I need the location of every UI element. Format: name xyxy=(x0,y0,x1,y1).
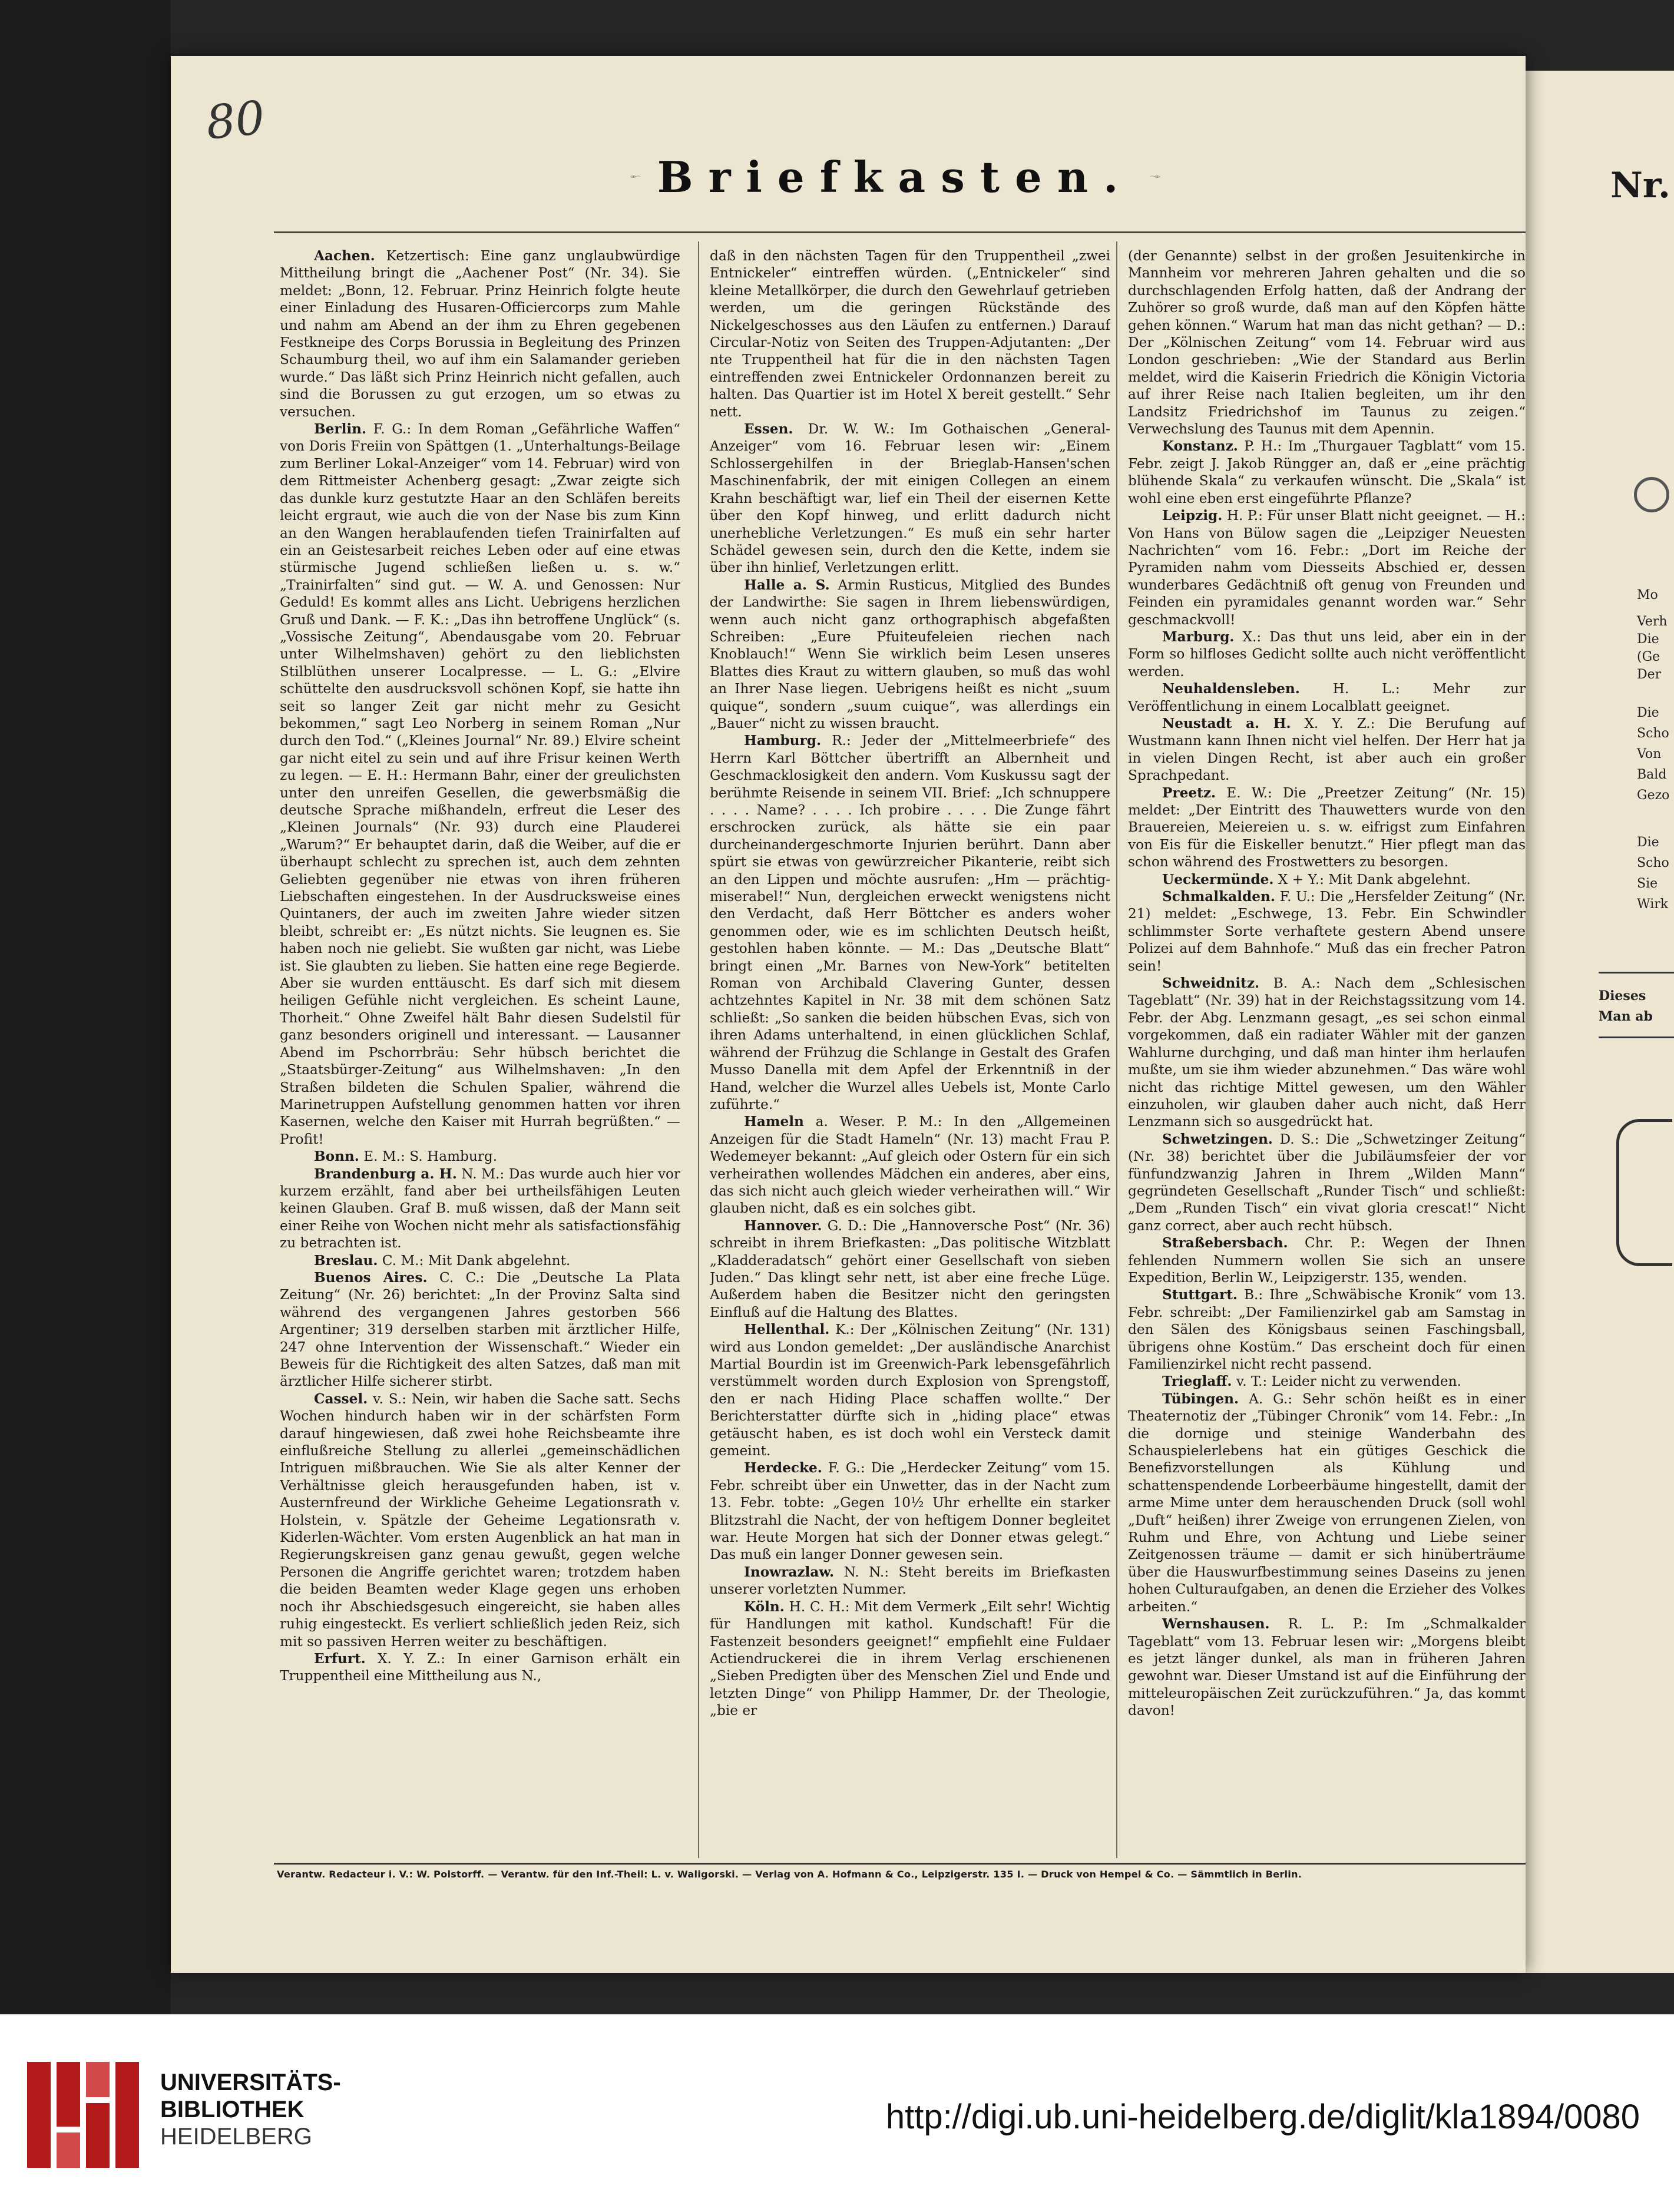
entry-location: Hameln xyxy=(744,1114,804,1130)
library-name xyxy=(160,2069,341,2150)
entry-location: Erfurt. xyxy=(314,1650,366,1667)
imprint-line: Verantw. Redacteur i. V.: W. Polstorff. — Verantw. für den Inf.-Theil: L. v. Waligorski. — Verlag von A. Hofmann & Co., Leipzigerstr. 135 I. — Druck von Hempel & Co. — Sämmtlich in Berlin. xyxy=(277,1869,1302,1880)
letter-entry xyxy=(710,1564,1110,1598)
entry-location: Trieglaff. xyxy=(1162,1373,1232,1390)
library-name-line: BIBLIOTHEK xyxy=(160,2097,305,2122)
column-1 xyxy=(280,247,680,1858)
adjacent-fragment: Von xyxy=(1637,747,1662,761)
entry-text: daß in den nächsten Tagen für den Truppentheil „zwei Entnickeler“ eintreffen würden. („Entnickeler“ sind kleine Metallkörper, die durch den Gewehrlauf getrieben werden, um die geringen Rückstände des Nickelgeschosses aus den Läufen zu entfernen.) Darauf Circular-Notiz von Seiten des Truppen-Adjutanten: „Der nte Truppentheil hat für die in den nächsten Tagen eintreffenden zwei Entnickeler Ordonnanzen bereit zu halten. Das Quartier ist im Hotel X bereit gestellt.“ Sehr nett. xyxy=(710,248,1110,420)
adjacent-fragment: Die xyxy=(1637,835,1659,850)
entry-text: v. T.: Leider nicht zu verwenden. xyxy=(1232,1373,1461,1390)
adjacent-fragment: Scho xyxy=(1637,856,1669,870)
letter-entry xyxy=(1128,1615,1526,1719)
letter-entry xyxy=(1128,715,1526,784)
letter-entry xyxy=(280,1252,680,1269)
library-name-line: UNIVERSITÄTS- xyxy=(160,2069,341,2095)
adjacent-fragment: Bald xyxy=(1637,767,1667,782)
entry-text: H. C. H.: Mit dem Vermerk „Eilt sehr! Wichtig für Handlungen mit kathol. Kundschaft! Für die Fastenzeit besonders geeignet!“ empfiehlt eine Fuldaer Actiendruckerei die in ihrem Verlag erschienenen „Sieben Predigten über des Menschen Ziel und Ende und letzten Dinge“ von Philipp Hammer, Dr. der Theologie, „bie er xyxy=(710,1598,1110,1719)
entry-location: Breslau. xyxy=(314,1252,378,1269)
column-3 xyxy=(1128,247,1526,1858)
logo-bar xyxy=(27,2062,51,2168)
page-number: 80 xyxy=(203,91,267,150)
entry-text: a. Weser. P. M.: In den „Allgemeinen Anzeigen für die Stadt Hameln“ (Nr. 13) macht Frau P. Wedemeyer bekannt: „Auf gleich oder Ostern für ein sich verheirathen wollendes Mädchen ein anderes, aber eins, das sich nicht auch gleich wieder verheirathen will.“ Wir glauben nicht, daß es ein solches gibt. xyxy=(710,1114,1110,1217)
letter-entry xyxy=(1128,784,1526,871)
entry-location: Schweidnitz. xyxy=(1162,975,1260,992)
entry-text: E. W.: Die „Preetzer Zeitung“ (Nr. 15) meldet: „Der Eintritt des Thauwetters wurde von den Brauereien, Meiereien u. s. w. eifrigst zum Einfahren von Eis für die Eiskeller benutzt.“ Hier pflegt man das schon während des Frostwetters zu besorgen. xyxy=(1128,784,1526,870)
letter-entry xyxy=(280,1269,680,1390)
letter-entry xyxy=(1128,1286,1526,1373)
letter-entry xyxy=(1128,1131,1526,1234)
entry-text: D. S.: Die „Schwetzinger Zeitung“ (Nr. 38) berichtet über die Jubiläumsfeier der vor fünfundzwanzig Jahren in Ihrem „Wilden Mann“ gegründeten Gesellschaft „Runder Tisch“ und schließt: „Dem „Runden Tisch“ ein vivat gloria crescat!“ Nicht ganz correct, aber auch recht hübsch. xyxy=(1128,1131,1526,1234)
letter-entry xyxy=(1128,247,1526,438)
letter-entry xyxy=(1128,871,1526,888)
entry-location: Halle a. S. xyxy=(744,577,830,593)
letter-entry xyxy=(710,247,1110,420)
entry-location: Berlin. xyxy=(314,421,367,438)
letter-entry xyxy=(280,1390,680,1650)
adjacent-fragment: Mo xyxy=(1637,588,1658,602)
letter-entry xyxy=(280,247,680,420)
entry-text: R.: Jeder der „Mittelmeerbriefe“ des Herrn Karl Böttcher übertrifft an Albernheit und Geschmacklosigkeit den andern. Vom Kuskussu sagt der berühmte Reisende in seinem VII. Brief: „Ich schnuppere . . . . Name? . . . . Ich probire . . . . Die Zunge fährt erschrocken zurück, als hätte sie ein paar durcheinandergeschmorte Injurien berührt. Dann aber spürt sie etwas von gewürzreicher Pikanterie, reibt sich an den Lippen und möchte ausrufen: „Hm — prächtig-miserabel!“ Nun, dergleichen erweckt wenigstens nicht den Verdacht, daß Herr Böttcher es anders woher genommen oder, wie es im schlichten Deutsch heißt, gestohlen haben könnte. — M.: Das „Deutsche Blatt“ bringt einen „Mr. Barnes von New-York“ betitelten Roman von Archibald Clavering Gunter, dessen achtzehntes Kapitel in Nr. 38 mit dem schönen Satz schließt: „So sanken die beiden hübschen Evas, sich von ihren Adams unterhaltend, in einen glücklichen Schlaf, während der Frühzug die Schlange in Gestalt des Grafen Musso Danella mit dem Apfel der Erkenntniß in der Hand, welcher die Wurzel alles Uebels ist, Monte Carlo zuführte.“ xyxy=(710,733,1110,1112)
entry-location: Essen. xyxy=(744,421,793,438)
header-rule xyxy=(274,231,1526,233)
letter-entry xyxy=(1128,1390,1526,1615)
adjacent-page-header: Nr. xyxy=(1610,165,1670,206)
letter-entry xyxy=(710,1217,1110,1321)
permalink-url[interactable]: http://digi.ub.uni-heidelberg.de/diglit/kla1894/0080 xyxy=(885,2098,1640,2136)
entry-text: F. G.: In dem Roman „Gefährliche Waffen“ von Doris Freiin von Spättgen (1. „Unterhaltungs-Beilage zum Berliner Lokal-Anzeiger“ vom 14. Februar) wird von dem Rittmeister Achenberg gesagt: „Zwar zeigte sich das dunkle kurz gestutzte Haar an den Schläfen bereits leicht ergraut, wie auch die von der Nase bis zum Kinn an den Wangen herablaufenden tiefen Trainirfalten auf ein an Geistesarbeit reiches Leben oder auf eine etwas stürmische Jugend schließen ließen u. s. w.“ „Trainirfalten“ sind gut. — W. A. und Genossen: Nur Geduld! Es kommt alles ans Licht. Uebrigens herzlichen Gruß und Dank. — F. K.: „Das ihn betroffene Unglück“ (s. „Vossische Zeitung“, Abendausgabe vom 20. Februar unter Wilhelmshaven) gehört zu den lieblichsten Stilblüthen unserer Localpresse. — L. G.: „Elvire schüttelte den ausdrucksvoll schönen Kopf, sie hatte ihn seit so langer Zeit gar nicht mehr zu Gesicht bekommen,“ sagt Leo Norberg in seinem Roman „Nur durch den Tod.“ („Kleines Journal“ Nr. 89.) Elvire scheint gar nicht eitel zu sein und auf ihre Frisur keinen Werth zu legen. — E. H.: Hermann Bahr, einer der greulichsten unter den unreifen Gesellen, die gewerbsmäßig die deutsche Sprache mißhandeln, erfreut die Leser des „Kleinen Journals“ (Nr. 93) durch eine Plauderei „Warum?“ Er behauptet darin, daß die Weiber, auf die er überhaupt schlecht zu sprechen ist, auch dem zehnten Geliebten gegenüber nie etwas von ihren früheren Liebschaften eingestehen. In der Ausdrucksweise eines Quintaners, der auch im zweiten Jahre wieder sitzen bleibt, schreibt er: „Es nützt nichts. Sie leugnen es. Sie haben noch nie geliebt. Sie wußten gar nicht, was Liebe ist. Sie glaubten zu lieben. Sie hatten eine rege Begierde. Aber sie wurden enttäuscht. Es darf sich mit diesem heiligen Gefühle nicht vergleichen. Es scheint Laune, Thorheit.“ Ohne Zweifel hält Bahr diesen Sudelstil für ganz besonders originell und interessant. — Lausanner Abend im Pschorrbräu: Sehr hübsch berichtet die „Staatsbürger-Zeitung“ aus Wilhelmshaven: „In den Straßen bildeten die Schulen Spalier, während die Marinetruppen Aufstellung genommen hatten vor ihren Kasernen, welche den Kaiser mit Hurrah begrüßten.“ — Profit! xyxy=(280,421,680,1147)
letter-entry xyxy=(280,1650,680,1685)
letter-entry xyxy=(280,1165,680,1252)
letter-entry xyxy=(710,1598,1110,1720)
ornament-icon xyxy=(1634,477,1669,512)
adjacent-fragment: Der xyxy=(1637,667,1662,682)
entry-text: F. G.: Die „Herdecker Zeitung“ vom 15. Febr. schreibt über ein Unwetter, das in der Nacht zum 13. Febr. tobte: „Gegen 10½ Uhr erhellte ein starker Blitzstrahl die Nacht, der von heftigem Donner begleitet war. Heute Morgen hat sich der Donner etwas gelegt.“ Das muß ein langer Donner gewesen sein. xyxy=(710,1460,1110,1563)
entry-location: Neustadt a. H. xyxy=(1162,715,1291,731)
adjacent-rule xyxy=(1599,972,1674,973)
column-2 xyxy=(710,247,1110,1858)
library-bar xyxy=(0,2014,1674,2212)
entry-location: Tübingen. xyxy=(1162,1390,1239,1407)
adjacent-fragment: Wirk xyxy=(1637,897,1669,912)
entry-text: (der Genannte) selbst in der großen Jesuitenkirche in Mannheim vor mehreren Jahren gehalten und die so durchschlagenden Erfolg hatten, daß der Andrang der Zuhörer so groß wurde, daß man auf den Köpfen hätte gehen können.“ Warum hat man das nicht gethan? — D.: Der „Kölnischen Zeitung“ vom 14. Februar wird aus London geschrieben: „Wie der Standard aus Berlin meldet, wird die Kaiserin Friedrich die Königin Victoria auf ihrer Reise nach Italien begleiten, um ihr den Landsitz Friedrichshof im Taunus zu zeigen.“ Verwechslung des Taunus mit dem Apennin. xyxy=(1128,248,1526,438)
newspaper-page xyxy=(171,56,1526,1973)
letter-entry xyxy=(710,732,1110,1113)
adjacent-fragment: Sie xyxy=(1637,876,1658,891)
letter-entry xyxy=(710,1321,1110,1459)
entry-location: Preetz. xyxy=(1162,784,1216,801)
university-library-logo-icon xyxy=(21,2056,142,2174)
entry-location: Brandenburg a. H. xyxy=(314,1165,457,1182)
logo-bar xyxy=(86,2103,110,2168)
letter-entry xyxy=(710,420,1110,577)
entry-text: X. Y. Z.: In einer Garnison erhält ein Truppentheil eine Mittheilung aus N., xyxy=(280,1650,680,1684)
flourish-left-icon xyxy=(630,159,641,194)
entry-text: C. M.: Mit Dank abgelehnt. xyxy=(378,1252,571,1269)
entry-text: H. L.: Mehr zur Veröffentlichung in einem Localblatt geeignet. xyxy=(1128,681,1526,714)
letter-entry xyxy=(710,1113,1110,1217)
column-rule xyxy=(1116,241,1117,1858)
adjacent-fragment: Verh xyxy=(1637,614,1668,629)
letter-entry xyxy=(280,1148,680,1165)
entry-text: K.: Der „Kölnischen Zeitung“ (Nr. 131) wird aus London gemeldet: „Der ausländische Anarchist Martial Bourdin ist im Greenwich-Park lebensgefährlich verstümmelt worden durch Explosion von Sprengstoff, den er nach Hiding Place schaffen wollte.“ Der Berichterstatter dürfte sich in „hiding place“ etwas getäuscht haben, es ist doch wohl ein Versteck damit gemeint. xyxy=(710,1322,1110,1459)
entry-location: Stuttgart. xyxy=(1162,1287,1238,1303)
logo-bar xyxy=(57,2132,80,2168)
entry-location: Aachen. xyxy=(314,248,375,264)
entry-text: H. P.: Für unser Blatt nicht geeignet. — H.: Von Hans von Bülow sagen die „Leipziger Neuesten Nachrichten“ vom 16. Febr.: „Dort im Reiche der Pyramiden nahm vom Diesseits Abschied er, dessen wunderbares Gedächtniß oft genug von Freunden und Feinden ein pyramidales genannt worden war.“ Sehr geschmackvoll! xyxy=(1128,508,1526,628)
entry-text: E. M.: S. Hamburg. xyxy=(359,1148,498,1165)
entry-location: Leipzig. xyxy=(1162,508,1223,524)
letter-entry xyxy=(1128,438,1526,507)
section-title: Briefkasten. xyxy=(657,151,1134,202)
adjacent-fragment: (Ge xyxy=(1637,650,1660,664)
adjacent-fragment: Die xyxy=(1637,706,1659,720)
letter-entry xyxy=(710,577,1110,733)
entry-text: X + Y.: Mit Dank abgelehnt. xyxy=(1273,871,1471,888)
entry-location: Inowrazlaw. xyxy=(744,1564,835,1580)
library-name-line: HEIDELBERG xyxy=(160,2124,312,2150)
footer-rule xyxy=(274,1863,1526,1865)
logo-bar xyxy=(57,2062,80,2127)
entry-text: A. G.: Sehr schön heißt es in einer Theaternotiz der „Tübinger Chronik“ vom 14. Febr.: „In die dornige und steinige Wanderbahn des Schauspielerlebens hat ein gütiges Geschick die Benefizvorstellungen als Kühlung und schattenspendende Lorbeerbäume hingestellt, damit der arme Mime unter dem herauschenden Druck (soll wohl „Duft“ heißen) ihrer Zweige von errungenen Zielen, von Ruhm und Ehre, von Achtung und Liebe seiner Zeitgenossen träume — damit er sich hinüberträume über die Hauswurfbestimmung seines Daseins zu jenen hohen Culturaufgaben, an denen die Erzieher des Volkes arbeiten.“ xyxy=(1128,1390,1526,1615)
entry-text: X. Y. Z.: Die Berufung auf Wustmann kann Ihnen nicht viel helfen. Der Herr hat ja in vielen Dingen Recht, ist aber auch ein großer Sprachpedant. xyxy=(1128,715,1526,784)
adjacent-fragment: Man ab xyxy=(1599,1009,1653,1024)
letter-entry xyxy=(1128,507,1526,628)
entry-text: C. C.: Die „Deutsche La Plata Zeitung“ (Nr. 26) berichtet: „In der Provinz Salta sind während des vergangenen Jahres gestorben 566 Argentiner; 319 derselben starben mit ärztlicher Hilfe, 247 ohne Intervention der Wissenschaft.“ Wieder ein Beweis für die Richtigkeit des alten Satzes, daß man mit ärztlicher Hilfe sicherer stirbt. xyxy=(280,1269,680,1390)
entry-text: Armin Rusticus, Mitglied des Bundes der Landwirthe: Sie sagen in Ihrem liebenswürdigen, wenn auch nicht ganz orthographisch abgefaßten Schreiben: „Eure Pfuiteufeleien riechen nach Knoblauch!“ Wenn Sie wirklich beim Lesen unseres Blattes dies Kraut zu wittern glauben, so muß das wohl an Ihrer Nase liegen. Uebrigens heißt es nicht „suum quique“, sondern „suum cuique“, was allerdings ein „Bauer“ nicht zu wissen braucht. xyxy=(710,577,1110,731)
entry-text: N. M.: Das wurde auch hier vor kurzem erzählt, fand aber bei urtheilsfähigen Leuten keinen Glauben. Graf B. muß wissen, daß der Mann seit einer Reihe von Wochen nicht mehr als satisfactionsfähig zu betrachten ist. xyxy=(280,1165,680,1251)
logo-bar xyxy=(115,2062,139,2168)
entry-location: Bonn. xyxy=(314,1148,359,1165)
entry-location: Ueckermünde. xyxy=(1162,871,1274,888)
entry-location: Hannover. xyxy=(744,1217,822,1234)
entry-location: Hamburg. xyxy=(744,733,822,749)
scan-left-edge xyxy=(0,0,171,2014)
adjacent-rule xyxy=(1599,1037,1674,1038)
entry-location: Schmalkalden. xyxy=(1162,889,1275,905)
entry-location: Straßebersbach. xyxy=(1162,1235,1288,1251)
letter-entry xyxy=(1128,1234,1526,1286)
masthead xyxy=(630,144,1160,209)
entry-text: B. A.: Nach dem „Schlesischen Tageblatt“ (Nr. 39) hat in der Reichstagssitzung vom 14. Febr. der Abg. Lenzmann gesagt, „es sei schon einmal vorgekommen, daß ein radiater Wähler mit der ganzen Wahlurne durchging, und daß man hinter ihm herlaufen mußte, um sie ihm wieder abzunehmen.“ Das wäre wohl nicht das richtige Mittel gewesen, um den Wähler einzuholen, wir glauben daher auch nicht, daß Herr Lenzmann sich so ausgedrückt hat. xyxy=(1128,975,1526,1130)
entry-location: Marburg. xyxy=(1162,628,1235,645)
entry-text: Ketzertisch: Eine ganz unglaubwürdige Mittheilung bringt die „Aachener Post“ (Nr. 34). Sie meldet: „Bonn, 12. Februar. Prinz Heinrich folgte heute einer Einladung des Husaren-Officiercorps zum Mahle und nahm am Abend an der ihm zu Ehren gegebenen Festkneipe des Corps Borussia in Begleitung des Prinzen Schaumburg theil, wo auf ihm ein Salamander gerieben wurde.“ Das läßt sich Prinz Heinrich nicht gefallen, auch sind die Borussen zu gut erzogen, um so etwas zu versuchen. xyxy=(280,248,680,420)
entry-text: G. D.: Die „Hannoversche Post“ (Nr. 36) schreibt in ihrem Briefkasten: „Das politische Witzblatt „Kladderadatsch“ gehört einer Gesellschaft von sieben Juden.“ Das klingt sehr nett, ist aber eine freche Lüge. Außerdem haben die Besitzer nicht den geringsten Einfluß auf die Haltung des Blattes. xyxy=(710,1217,1110,1320)
entry-location: Konstanz. xyxy=(1162,438,1238,455)
entry-text: X.: Das thut uns leid, aber ein in der Form so hilfloses Gedicht sollte auch nicht veröffentlicht werden. xyxy=(1128,628,1526,680)
letter-entry xyxy=(1128,628,1526,680)
entry-text: N. N.: Steht bereits im Briefkasten unserer vorletzten Nummer. xyxy=(710,1564,1110,1598)
logo-bar xyxy=(86,2062,110,2097)
flourish-right-icon xyxy=(1150,159,1160,194)
entry-location: Neuhaldensleben. xyxy=(1162,681,1300,697)
adjacent-fragment: Gezo xyxy=(1637,788,1670,803)
letter-entry xyxy=(1128,680,1526,715)
entry-location: Wernshausen. xyxy=(1162,1616,1270,1632)
entry-location: Herdecke. xyxy=(744,1460,822,1476)
letter-entry xyxy=(710,1459,1110,1563)
adjacent-fragment: Dieses xyxy=(1599,988,1646,1004)
entry-text: Dr. W. W.: Im Gothaischen „General-Anzeiger“ vom 16. Februar lesen wir: „Einem Schlossergehilfen in der Brieglab-Hansen'schen Maschinenfabrik, der mit einigen Collegen an einem Krahn beschäftigt war, lief ein Theil der eisernen Kette über den Kopf hinweg, und erlitt dadurch nicht unerhebliche Verletzungen.“ Es muß ein sehr harter Schädel gewesen sein, durch den die Kette, indem sie über ihn hinlief, Verletzungen erlitt. xyxy=(710,421,1110,576)
column-rule xyxy=(698,241,699,1858)
entry-location: Hellenthal. xyxy=(744,1322,830,1338)
entry-location: Schwetzingen. xyxy=(1162,1131,1273,1147)
letter-entry xyxy=(1128,888,1526,975)
entry-text: Chr. P.: Wegen der Ihnen fehlenden Nummern wollen Sie sich an unsere Expedition, Berlin W., Leipzigerstr. 135, wenden. xyxy=(1128,1235,1526,1286)
entry-location: Köln. xyxy=(744,1598,785,1615)
letter-entry xyxy=(1128,975,1526,1131)
adjacent-page xyxy=(1520,71,1674,1973)
letter-entry xyxy=(1128,1373,1526,1390)
entry-text: R. L. P.: Im „Schmalkalder Tageblatt“ vom 13. Februar lesen wir: „Morgens bleibt es jetzt länger dunkel, als man in früheren Jahren gewohnt war. Dieser Umstand ist auf die Einführung der mitteleuropäischen Zeit zurückzuführen.“ Ja, das kommt davon! xyxy=(1128,1616,1526,1719)
adjacent-fragment: Die xyxy=(1637,632,1659,647)
entry-location: Buenos Aires. xyxy=(314,1269,428,1286)
entry-text: F. U.: Die „Hersfelder Zeitung“ (Nr. 21) meldet: „Eschwege, 13. Febr. Ein Schwindler schlimmster Sorte verhaftete gestern Abend unsere Polizei auf dem Bahnhofe.“ Muß das ein frecher Patron sein! xyxy=(1128,889,1526,974)
letter-entry xyxy=(280,420,680,1148)
entry-text: P. H.: Im „Thurgauer Tagblatt“ vom 15. Febr. zeigt J. Jakob Rüngger an, daß er „eine prächtig blühende Skala“ zu verkaufen wünscht. Die „Skala“ ist wohl eine eben erst eingeführte Pflanze? xyxy=(1128,438,1526,506)
entry-location: Cassel. xyxy=(314,1390,368,1407)
entry-text: B.: Ihre „Schwäbische Kronik“ vom 13. Febr. schreibt: „Der Familienzirkel gab am Samstag in den Sälen des Königsbaus seinen Faschingsball, übrigens ohne Kostüm.“ Das erscheint doch für einen Familienzirkel nicht recht passend. xyxy=(1128,1287,1526,1372)
entry-text: v. S.: Nein, wir haben die Sache satt. Sechs Wochen hindurch haben wir in der schärfsten Form darauf hingewiesen, daß zwei hohe Reichsbeamte ihre einflußreiche Stellung zu allerlei „gemeinschädlichen Intriguen mißbrauchen. Wie Sie als alter Kenner der Verhältnisse gleich herausgefunden haben, ist v. Austernfreund der Wirkliche Geheime Legationsrath v. Holstein, v. Spätzle der Geheime Legationsrath v. Kiderlen-Wächter. Vom ersten Augenblick an hat man in Regierungskreisen ganz genau gewußt, gegen welche Personen die Angriffe gerichtet waren; trotzdem haben die beiden Beamten weder Klage gegen uns erhoben noch ihr Abschiedsgesuch eingereicht, sie haben alles ruhig eingesteckt. Es verliert schließlich jeden Reiz, sich mit so passiven Herren weiter zu beschäftigen. xyxy=(280,1390,680,1650)
adjacent-fragment: Scho xyxy=(1637,726,1669,741)
ornament-icon xyxy=(1616,1119,1672,1266)
